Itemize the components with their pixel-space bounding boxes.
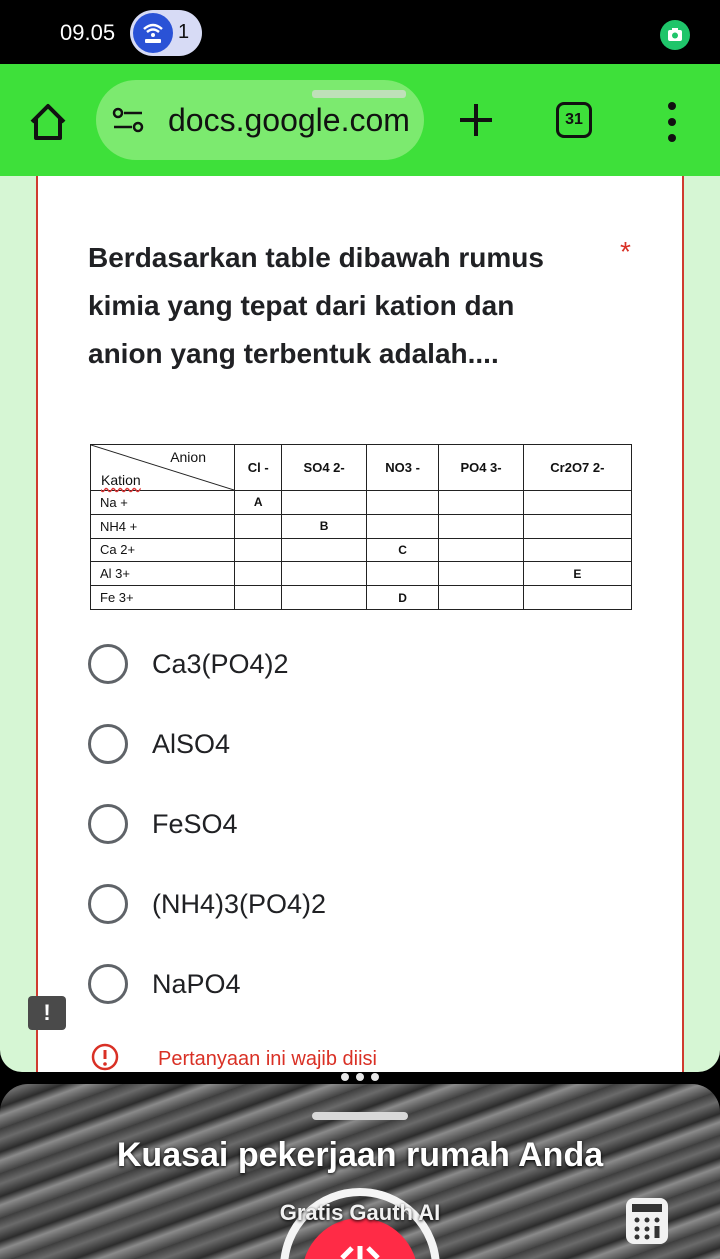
radio-button[interactable] (88, 884, 128, 924)
hotspot-count: 1 (178, 21, 190, 43)
hotspot-indicator (130, 10, 202, 56)
radio-button[interactable] (88, 804, 128, 844)
browser-toolbar (0, 64, 720, 176)
anion-header: Cr2O7 2- (523, 445, 631, 491)
form-page (0, 176, 720, 1072)
kation-cell: NH4 + (91, 514, 235, 538)
table-cell (366, 514, 439, 538)
new-tab-button[interactable] (456, 100, 496, 140)
home-button[interactable] (26, 100, 70, 144)
option-label: (NH4)3(PO4)2 (152, 889, 327, 919)
error-icon (90, 1042, 120, 1072)
table-cell (523, 538, 631, 562)
address-bar[interactable] (96, 80, 424, 160)
table-cell (439, 562, 523, 586)
url-progress (312, 90, 406, 98)
table-cell: B (282, 514, 366, 538)
option-label: FeSO4 (152, 809, 238, 839)
chemistry-table (90, 444, 632, 610)
home-icon (26, 100, 70, 144)
table-cell: D (366, 586, 439, 610)
table-corner-cell (91, 445, 235, 491)
camera-icon (660, 20, 690, 50)
status-time: 09.05 (60, 20, 116, 45)
plus-icon (456, 100, 496, 140)
option-label: NaPO4 (152, 969, 241, 999)
more-vert-icon (664, 100, 680, 144)
table-cell (282, 538, 366, 562)
table-cell (439, 538, 523, 562)
calculator-icon[interactable] (626, 1198, 668, 1244)
report-badge[interactable]: ! (28, 996, 66, 1030)
option-label: AlSO4 (152, 729, 231, 759)
error-text: Pertanyaan ini wajib diisi (158, 1048, 378, 1070)
anion-header: SO4 2- (282, 445, 366, 491)
table-row (91, 586, 632, 610)
radio-button[interactable] (88, 644, 128, 684)
table-cell (235, 538, 282, 562)
table-row (91, 538, 632, 562)
table-cell (523, 514, 631, 538)
table-cell (366, 491, 439, 515)
ad-bottom-sheet[interactable] (0, 1084, 720, 1259)
kation-cell: Na + (91, 491, 235, 515)
table-cell (366, 562, 439, 586)
kation-cell: Ca 2+ (91, 538, 235, 562)
site-settings-icon[interactable] (112, 106, 144, 134)
table-row (91, 562, 632, 586)
table-row (91, 491, 632, 515)
hotspot-icon (133, 13, 173, 53)
sheet-handle[interactable] (312, 1112, 408, 1120)
tab-switcher-button[interactable]: 31 (556, 102, 592, 138)
table-cell: C (366, 538, 439, 562)
anion-header: Cl - (235, 445, 282, 491)
table-cell: E (523, 562, 631, 586)
table-cell (439, 514, 523, 538)
anion-header: NO3 - (366, 445, 439, 491)
table-cell (523, 586, 631, 610)
ad-subtitle: Gratis Gauth AI (279, 1200, 441, 1225)
table-cell (235, 514, 282, 538)
table-cell (282, 491, 366, 515)
question-text: Berdasarkan table dibawah rumus kimia yang tepat dari kation dan anion yang terbentuk adalah.... (88, 242, 544, 369)
required-asterisk: * (620, 236, 631, 267)
status-bar (0, 0, 720, 64)
corner-anion-label: Anion (170, 449, 206, 465)
table-cell: A (235, 491, 282, 515)
drag-handle-dots-icon[interactable] (340, 1072, 380, 1082)
table-cell (523, 491, 631, 515)
table-row (91, 514, 632, 538)
table-cell (439, 586, 523, 610)
browser-menu-button[interactable] (664, 100, 680, 144)
table-cell (282, 586, 366, 610)
option-label: Ca3(PO4)2 (152, 649, 289, 679)
question-card (36, 176, 684, 1072)
anion-header: PO4 3- (439, 445, 523, 491)
url-text: docs.google.com (168, 102, 410, 138)
table-cell (439, 491, 523, 515)
ad-title: Kuasai pekerjaan rumah Anda (116, 1136, 604, 1174)
kation-cell: Al 3+ (91, 562, 235, 586)
corner-kation-label: Kation (101, 472, 141, 488)
table-cell (235, 586, 282, 610)
radio-button[interactable] (88, 724, 128, 764)
kation-cell: Fe 3+ (91, 586, 235, 610)
table-cell (282, 562, 366, 586)
radio-button[interactable] (88, 964, 128, 1004)
table-cell (235, 562, 282, 586)
